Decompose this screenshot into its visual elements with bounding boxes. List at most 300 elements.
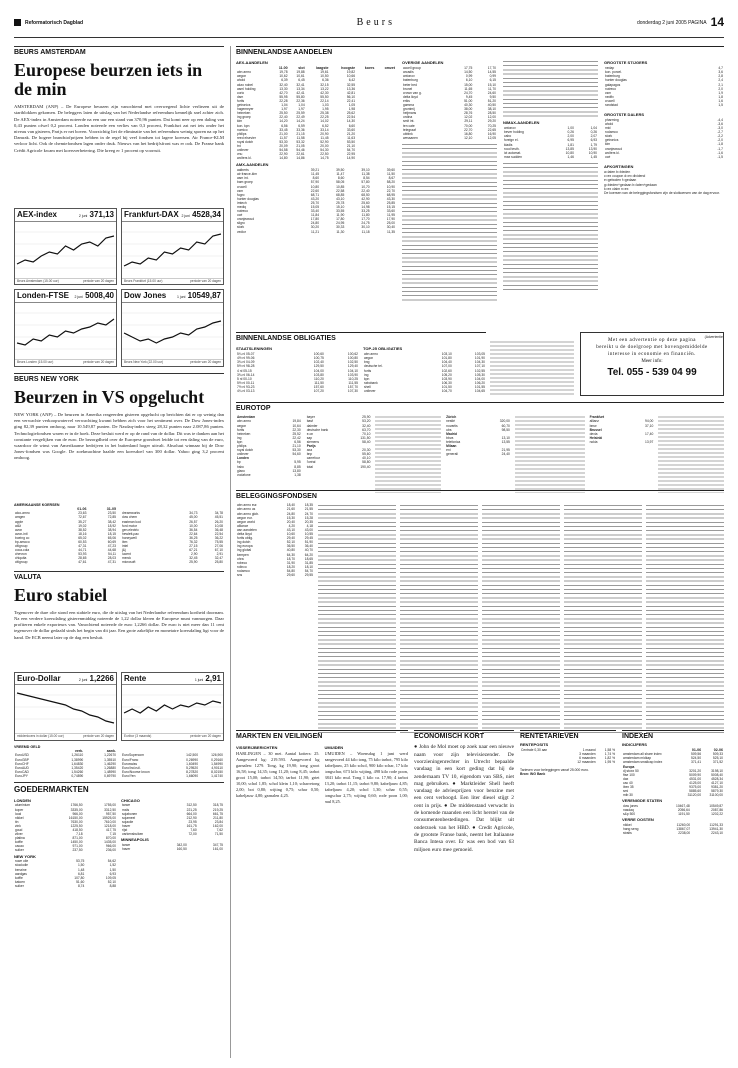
table-row: j&j 67,21 67,10	[122, 548, 223, 553]
ad-line: Meer info:	[641, 359, 663, 364]
table-row: kpn 103,90 104,00	[364, 376, 485, 381]
kicker-goedermarkten: GOEDERMARKTEN	[14, 782, 224, 795]
table-row: gen.electric 36,54 36,48	[122, 527, 223, 532]
table-row: lood 966,00 957,50	[15, 811, 116, 816]
table-row: EuroCAD 1,54260 1,48990	[15, 769, 116, 774]
table-row: amgen 72,67 72,85	[15, 515, 116, 520]
fine-print-block	[400, 503, 478, 735]
afkorting-item: a=laten b=bieden	[604, 169, 631, 174]
table-row: akzo nobel 32,40 32,41 32,15 32,55	[237, 82, 356, 87]
indexen-table: 01-06 02-06 amsterdam all share index 509,56 509,33 amsterdam midkap 524,50 525,10 amsterdam smallcap index 371,41 371,52 Europa dj stoxx 50 3201,20 3198,10 ftse 100 5009,90 5008,40 dax 4531,00 4528,34 cac 40 4125,00 4127,10 ibex 35 9375,00 9381,20 smi 5885,60 5879,30 mib 30 31120,00 31100,00	[623, 748, 723, 798]
table-row: getronics -2,0	[605, 138, 723, 143]
table-row: bp 5,95	[237, 460, 301, 465]
table-row: klm 14,20 14,24 14,02 14,30	[237, 119, 356, 124]
indexen-table-oosten	[622, 823, 724, 835]
table-row: imtech 25,70 25,78 25,60 25,85	[237, 200, 395, 205]
chart-value: 371,13	[89, 210, 114, 220]
table-row: l'oréal 58,80	[306, 460, 371, 465]
table-row: dexia 17,40	[589, 431, 654, 436]
table-row: ten cate 70,00 70,25	[403, 123, 496, 128]
section-header: INDEXEN	[622, 730, 724, 741]
table-row: ubbink 16,80 16,90	[403, 131, 496, 136]
table-row: koffie 107,80 109,05	[15, 875, 116, 880]
table-row: pharming -4,4	[605, 117, 723, 122]
table-row: Parijs	[306, 444, 316, 449]
table-row: delta lloyd 10,60 10,55	[237, 532, 313, 537]
table-row: dow chem 45,00 45,51	[122, 515, 223, 520]
table-row: antonov 0,99 0,99	[403, 74, 496, 79]
table-row: royal dutch 53,30	[237, 448, 301, 453]
us-stocks-table-2	[121, 507, 224, 564]
table-row: telegraaf 22,70 22,65	[403, 127, 496, 132]
afkorting-item: De koersen van de beleggingsfondsen zijn de slotkoersen van de dag ervoor.	[604, 191, 720, 196]
table-row: EuroJPY 0,74890 0,69790	[15, 773, 116, 778]
table-row: max sudden 1,46 1,45	[504, 154, 597, 159]
table-row: maïs 221,25 219,25	[122, 807, 223, 812]
table-row: abn amro 103,10 103,05	[364, 352, 485, 357]
table-row: unilever 54,60	[237, 452, 301, 457]
table-row: dreamworks 34,73 34,78	[122, 511, 223, 516]
table-row: EuroSupercom 142,500 126,900	[122, 753, 223, 758]
table-row: 3¾ nl 06-14 103,80 103,90	[237, 372, 358, 377]
table-row: oranjewoud 17,80 17,80 17,70 17,90	[237, 217, 395, 222]
table-row: galapagos 2,1	[605, 82, 723, 87]
table-row: nedfix 1,8	[605, 94, 723, 99]
fine-print-block	[503, 161, 598, 291]
chart-title: Euro-Dollar	[17, 673, 61, 683]
table-row: abn amro 19,78 19,88 19,61 19,82	[237, 70, 356, 75]
table-row: wolters kl. 14,80 14,86 14,75 14,90	[237, 156, 356, 161]
table-row: 4 nl 05-15 104,00 104,10	[237, 368, 358, 373]
table-row: ing europa 36,50 36,40	[237, 544, 313, 549]
table-row: fortis oblig. 29,40 29,45	[237, 536, 313, 541]
table-row: deutsche tel. 107,00 107,10	[364, 364, 485, 369]
section-header: BINNENLANDSE AANDELEN	[236, 46, 724, 57]
table-row: nutreco 2,0	[605, 86, 723, 91]
chart-title: Frankfurt-DAX	[124, 210, 179, 220]
article-umuiden: UMUIDEN – Woensdag 1 juni werd aangevoerd 44 kilo tong, 75 kilo tarbot, 795 kilo kabeljauw, 25 kilo schol, 900 kilo schar, 17 kilo tongschar, 673 kilo wijting, 498 kilo rode poon, 3841 kilo mul. Tong 1 kilo ca. 17,90; 4 tarbot 13,20; tarbot 11,15; tarbot 9,80; kabeljauw 4,85; kabeljauw 4,20; schol 1,30; schar 0,55; tongschar 2,75; wijting 0,60; rode poon 1,00; mul 8,25.	[324, 751, 408, 805]
table-row: accell group 17,75 17,70	[403, 66, 496, 71]
table-row: ibm 76,32 75,55	[122, 539, 223, 544]
table-row: zink 1225,50 1218,00	[15, 823, 116, 828]
vreemd-geld-table: verk. aank. EuroUSD 1,26110 1,22670 EuroGBP 1,38990 1,35510 EuroCHF 1,64830 1,46290 EuroAUD 1,35420 1,26880 EuroCAD 1,54260 1,48990 EuroJPY 0,74890 0,69790	[15, 749, 116, 778]
table-row: platina 871,00 870,00	[15, 836, 116, 841]
table-row: kpn 6,56	[237, 439, 301, 444]
table-row: aegon eur. 15,30 15,28	[237, 515, 313, 520]
table-row: amsterdam smallcap index 371,41 371,52	[623, 760, 723, 765]
table-row: alco-amro 23,63 23,50	[15, 511, 116, 516]
chart-euro-dollar: Euro-Dollar 2 juni 1,2266 middenkoers in dollar (15.00 uur) periode van 20 dagen	[14, 672, 117, 741]
fine-print-block	[375, 415, 441, 493]
table-row: hsbc 8,85	[237, 464, 301, 469]
table-row: smit int. 29,11 29,20	[403, 119, 496, 124]
section-title: Beurs	[356, 16, 395, 28]
headline-beurs-newyork: Beurzen in VS opgelucht	[14, 387, 205, 408]
fine-print-block	[515, 415, 585, 493]
rente-note: Tarieven voor beleggingen vanaf 25.000 euro.	[520, 767, 589, 772]
table-row: hunter douglas 43,20 43,10 42,90 43,30	[237, 196, 395, 201]
table-row: chevron 53,93 54,11	[15, 552, 116, 557]
table-row: cac 40 4125,00 4127,10	[623, 780, 723, 785]
table-row: chiquita 28,65 28,03	[15, 556, 116, 561]
table-header: VREEMD GELD	[14, 745, 41, 750]
table-row: bayer 25,90	[306, 415, 371, 420]
chart-dax: Frankfurt-DAX 2 juni 4528,34 Beurs Frankfurt (15.00 uur) periode van 20 dagen	[121, 208, 224, 285]
article-economisch-kort: ● John de Mol moet op zoek naar een nieuwe naam voor zijn televisiezender. De voorzieningenrechter in Utrecht bepaalde vandaag in een kort geding dat hij de zendernaam TV 10, eigendom van SBS, niet mag gebruiken. ● Marktleider Shell heeft vandaag de adviesprijzen voor benzine met een cent verhoogd. Een liter diesel stijgt 2 cent in prijs. ● De middenstand verwacht in de komende maanden een licht herstel van de consumentenbestedingen. Dat blijkt uit onderzoek van het HBD. ● Credit Agricole, de grootste Franse bank, neemt het Italiaanse Banca Intesa over. Er was een bod van 63 miljoen euro mee gemoeid.	[414, 744, 514, 853]
table-row: citigroup 47,61 47,31	[15, 560, 116, 565]
table-row: ibex 35 9375,00 9381,20	[623, 785, 723, 790]
table-row: tarwe 312,50 318,75	[122, 803, 223, 808]
table-row: novartis 60,70	[446, 423, 510, 428]
table-row: kempen 64,30 64,20	[237, 552, 313, 557]
table-row: reed elsevier 11,57 11,58 11,45 11,63	[237, 135, 356, 140]
staatsleningen-table	[236, 352, 359, 393]
table-row: aalberts 39,21 39,50 39,10 39,60	[237, 168, 395, 173]
table-row: crucell 10,80 10,85 10,70 10,90	[237, 184, 395, 189]
eurotop-table-b	[306, 415, 372, 468]
chart-title: Rente	[124, 673, 147, 683]
table-row: aardgas 6,81 6,93	[15, 871, 116, 876]
table-row: axa 20,30	[306, 448, 371, 453]
table-row: citigroup 47,31 47,23	[15, 544, 116, 549]
table-row: basf 53,20	[306, 419, 371, 424]
table-row: ford motor 10,00 10,08	[122, 523, 223, 528]
kicker-beurs-amsterdam: BEURS AMSTERDAM	[14, 46, 224, 57]
table-row: océ -1,5	[605, 154, 723, 159]
table-row: beter bed 15,00 15,10	[403, 82, 496, 87]
table-row: ing global 40,80 40,70	[237, 548, 313, 553]
table-row: mib 30 31120,00 31100,00	[623, 793, 723, 798]
index-charts	[14, 208, 224, 366]
table-row: sojaolie 23,95 23,84	[122, 819, 223, 824]
table-row: suiker 237,50 236,00	[15, 848, 116, 853]
economisch-kort	[414, 730, 514, 1044]
table-row: aluminium 1766,50 1755,00	[15, 803, 116, 808]
table-row: stork -2,2	[605, 134, 723, 139]
table-row: deutsche bank 63,70	[306, 427, 371, 432]
table-row: EuroAUD 1,35420 1,26880	[15, 765, 116, 770]
table-row: philips 21,10	[237, 444, 301, 449]
table-row: nasdaq 2056,64 2087,86	[623, 808, 723, 813]
table-row: coca-cola 44,71 44,68	[15, 548, 116, 553]
table-row: aegon 101,80 101,90	[364, 356, 485, 361]
table-row: aegon 10,62 10,61 10,50 10,66	[237, 74, 356, 79]
table-row: gamma 40,30 40,50	[403, 103, 496, 108]
table-row: ftse 100 5009,90 5008,40	[623, 772, 723, 777]
us-stocks-table: 01-06 31-05 alco-amro 23,63 23,50 amgen 72,67 72,85 apple 35,27 38,42 at&t 19,02 18,92 avon 38,52 38,94 avon-intl 18,16 18,15 boeing co 65,02 65,06 bp-amoco 60,53 60,69 citigroup 47,31 47,23 coca-cola 44,71 44,68 chevron 53,93 54,11 chiquita 28,65 28,03 citigroup 47,61 47,31	[15, 507, 116, 565]
table-row: zilver 7,18 7,15	[15, 832, 116, 837]
table-row: rijst 7,60 7,62	[122, 827, 223, 832]
table-row: rabobank 106,30 106,20	[364, 380, 485, 385]
table-row: cacao 971,00 966,00	[15, 844, 116, 849]
table-row: honeywell 36,25 36,22	[122, 535, 223, 540]
table-row: cabo 2,00 2,07	[504, 134, 597, 139]
chart-title: Dow Jones	[124, 291, 167, 301]
table-row: wolters kl. -1,6	[605, 150, 723, 155]
indexen-table-vs	[622, 804, 724, 816]
table-row: suiker 8,74 8,88	[15, 883, 116, 888]
fondsen-table	[236, 503, 314, 577]
table-row: klm -1,8	[605, 142, 723, 147]
table-row: batenburg 2,8	[605, 74, 723, 79]
table-row: carrefour 40,10	[306, 456, 371, 461]
nimax-aandelen-table	[503, 126, 598, 159]
table-row: alliance 4,20 4,18	[237, 523, 313, 528]
table-row: nikkei 11260,00 11291,33	[623, 823, 723, 828]
table-row: stork 30,20 30,33 30,10 30,40	[237, 225, 395, 230]
table-row: EuroCHF 1,64830 1,46290	[15, 761, 116, 766]
currency-charts	[14, 672, 224, 741]
table-row: s&p 500 1191,50 1202,22	[623, 812, 723, 817]
table-row: ruwe olie 53,75 54,62	[15, 859, 116, 864]
table-row: ing 22,42	[237, 435, 301, 440]
table-row: koffie 1450,00 1435,00	[15, 840, 116, 845]
table-row: eastman kod 26,57 26,20	[122, 519, 223, 524]
chart-value: 5008,40	[85, 291, 114, 301]
vreemd-geld-table-2	[121, 749, 224, 778]
table-row: 12 maanden 1,95 %	[577, 760, 615, 765]
chart-dowjones: Dow Jones 1 juni 10549,87 Beurs New York (22.00 uur) periode van 20 dagen	[121, 289, 224, 366]
table-row: tin 7630,00 7610,00	[15, 819, 116, 824]
table-row: straits 2238,00 2243,10	[623, 831, 723, 836]
eurotop	[236, 402, 724, 493]
table-row: Amsterdam	[237, 415, 256, 420]
section-header: MARKTEN EN VEILINGEN	[236, 730, 408, 741]
table-row: abn amro 19,84	[237, 419, 301, 424]
eurotop-table-a	[236, 415, 302, 476]
advertentie-label: (Advertentie)	[704, 335, 724, 340]
table-row: dj stoxx 50 3201,20 3198,10	[623, 768, 723, 773]
kicker-valuta: VALUTA	[14, 571, 224, 582]
chart-rente: Rente 1 juni 2,91 Euribor (3 maands) periode van 20 dagen	[121, 672, 224, 741]
table-row: bnp 55,60	[306, 452, 371, 457]
table-row: asml holding 13,30 13,34 13,22 13,36	[237, 86, 356, 91]
table-row: apple 35,27 38,42	[15, 519, 116, 524]
table-row: Zürich	[446, 415, 457, 420]
chart-line	[122, 222, 223, 276]
overige-aandelen-table	[402, 66, 497, 140]
table-row: sns 29,60 29,55	[237, 572, 313, 577]
table-row: abn amro eur. 18,40 18,35	[237, 503, 313, 508]
table-row: corio 42,70 42,41 42,30 42,81	[237, 90, 356, 95]
table-row: bmw 37,10	[589, 423, 654, 428]
table-row: ing 105,20 105,30	[364, 372, 485, 377]
table-row: fortis 22,28 22,36 22,14 22,41	[237, 98, 356, 103]
table-row: avon-intl 18,16 18,15	[15, 531, 116, 536]
fine-print-block	[318, 503, 396, 735]
table-row: ing groep 22,40 22,49 22,25 22,54	[237, 115, 356, 120]
chart-line	[15, 222, 116, 276]
amx-aandelen-table	[236, 168, 396, 234]
section-header: EUROTOP	[236, 402, 724, 413]
table-row: benzine 1,48 1,50	[15, 867, 116, 872]
table-row: Londen	[237, 456, 249, 461]
table-row: océ 11,84 11,90 11,80 11,95	[237, 213, 395, 218]
binnenlandse-aandelen: BINNENLANDSE AANDELEN AEX-AANDELEN 11.00 slot laagste hoogste koers omzet abn amro 19,78 19,88 19,61 19,82 aegon 10,62 10,61 10,50 10,66 ahold 6,39 6,45 6,36 6,42 akzo nobel 32,40 32,41 32,15 32,55 asml holding 13,30 13,34 13,22 13,36 corio 42,70 42,41 42,30 42,81 dsm 55,95 55,80 55,50 56,10 fortis 22,28 22,36 22,14 22,41 getronics 1,04 1,04 1,03 1,05 hagemeyer 1,97 1,97 1,95 1,98 heineken 25,50 25,59 25,38 25,62 ing groep 22,40 22,49 22,25 22,54 klm 14,20 14,24 14,02 14,30 kon. kpn 6,56 6,59 6,52 6,60 numico 33,45 33,36 33,14 33,60 philips 21,00 21,15 20,90 21,20 reed elsevier 11,57 11,58 11,45 11,63 royal dutch 53,30 53,32 52,90 53,50 tnt 20,09 21,05 20,00 21,10 unilever 54,58 54,46 54,30 54,70 vnu 22,90 22,61 22,50 22,95 wolters kl. 14,80 14,86 14,75 14,90 AMX-AANDELEN aalberts 39,21 39,50 39,10 39,60 air france-klm 11,45 11,47 11,38 11,50 asm int. 8,60 8,60 8,54 8,67 bam groep 57,90 58,05 57,80 58,20 crucell 10,80 10,85 10,70 10,90 csm 22,60 22,58 22,40 22,70 fugro 68,71 68,85 68,50 68,95 hunter douglas 43,20 43,10 42,90 43,30 imtech 25,70 25,78 25,60 25,85 mediq 15,05 15,10 14,98 15,15 nutreco 33,40 33,55 33,25 33,60 océ 11,84 11,90 11,80 11,95 oranjewoud 17,80 17,80 17,70 17,90 sligro 24,80 24,95 24,75 25,00 stork 30,20 30,33 30,10 30,40 vedior 11,21 11,30 11,18 11,35 OVERIGE AANDELEN accell group 17,75 17,70 arcadis 14,50 14,55 antonov 0,99 0,99 batenburg 6,10 6,15 beter bed 15,00 15,10 brunel 11,65 11,70 crown van g. 24,70 24,60 delta lloyd 9,45 9,50 eriks 51,00 51,20 gamma 40,30 40,50 grontmij 38,00 38,10 heijmans 28,76 28,50 ordina 12,02 12,00 smit int. 29,11 29,20 ten cate 70,00 70,25 telegraaf 22,70 22,65 ubbink 16,80 16,90 wessanen 12,10 12,05 NIMAX-AANDELEN antonov 1,00 1,04 bever holding 0,26 0,26 cabo 2,00 2,07 foreign el. 6,95 6,93 kiadis 1,81 1,79 rood testh. 13,85 13,90 ict automat. 10,80 10,90 max sudden 1,46 1,45 GROOTSTE STIJGERS nedap 4,7 kon. porcel. 3,6 batenburg 2,8 hunter douglas 2,4 galapagos 2,1 nutreco 2,0 csm 1,9 nedfix 1,8 crucell 1,6 randstad 1,5 GROOTSTE DALERS pharming -4,4 ahold -3,6 mtd -3,0 rodamco -2,7 stork -2,2 getronics -2,0 klm -1,8 oranjewoud -1,7 wolters kl. -1,6 océ -1,5 AFKORTINGEN a=laten b=bieden c=ex coupon d=ex dividend e=geboden f=gedaan g=bieden+gedaan h=laten+gedaan k=ex claim n=ex De koersen van de beleggingsfondsen zijn de slotkoersen van de dag ervoor. (Advertentie)	[236, 46, 724, 340]
issue-date: donderdag 2 juni 2005 PAGINA	[636, 19, 707, 26]
advertisement-box	[580, 332, 724, 396]
column-divider	[230, 46, 231, 1058]
table-row: vnu 22,90 22,61 22,50 22,95	[237, 152, 356, 157]
table-row: Brussel	[589, 427, 602, 432]
top25-obligaties-table	[363, 352, 486, 393]
table-row: hang seng 13867,07 13941,30	[623, 827, 723, 832]
table-row: unilever 104,70 104,65	[364, 389, 485, 394]
table-row: dow jones 10467,48 10549,87	[623, 804, 723, 809]
table-row: ict automat. 10,80 10,90	[504, 150, 597, 155]
table-row: vedior 11,21 11,30 11,18 11,35	[237, 229, 395, 234]
section-header: RENTETARIEVEN	[520, 730, 616, 741]
table-row: hewlett-pac 22,64 22,54	[122, 531, 223, 536]
paper-logo-icon	[14, 19, 21, 26]
amerikaanse-koersen	[14, 503, 224, 565]
section-header: BELEGGINGSFONDSEN	[236, 490, 724, 501]
table-row: rodamco -2,7	[605, 130, 723, 135]
beleggingsfondsen	[236, 490, 724, 735]
table-row: goud 418,50 417,75	[15, 827, 116, 832]
table-row: 5½ nl 00-11 111,50 111,55	[237, 380, 358, 385]
table-row: siemens 58,40	[306, 439, 371, 444]
table-row: dsm 55,95 55,80 55,50 56,10	[237, 94, 356, 99]
table-row: heijmans 28,76 28,50	[403, 111, 496, 116]
table-row: 5 nl 00-10 110,20 110,25	[237, 376, 358, 381]
table-row: oranjewoud -1,7	[605, 146, 723, 151]
binnenlandse-obligaties: BINNENLANDSE OBLIGATIES STAATSLENINGEN 5¼ nl 05-07 100,60 100,62 4½ nl 99-06 100,75 100,80 3¾ nl 04-09 102,40 102,50 5½ nl 98-28 129,50 129,40 4 nl 05-15 104,00 104,10 3¾ nl 06-14 103,80 103,90 5 nl 00-10 110,20 110,25 5½ nl 00-11 111,50 111,55 7½ nl 93-23 157,60 157,70 4¼ nl 03-13 107,20 107,30 TOP-25 OBLIGATIES abn amro 103,10 103,05 aegon 101,80 101,90 bng 104,40 104,30 deutsche tel. 107,00 107,10 fortis 102,60 102,55 ing 105,20 105,30 kpn 103,90 104,00 rabobank 106,30 106,20 shell 101,50 101,55 unilever 104,70 104,65	[236, 332, 486, 407]
table-row: glaxo 13,80	[237, 468, 301, 473]
ad-line: Met een advertentie op deze pagina	[608, 338, 696, 343]
table-row: heineken 25,52	[237, 431, 301, 436]
table-row: eni 21,95	[446, 448, 510, 453]
table-row: abn amro glob. 24,80 24,70	[237, 511, 313, 516]
table-row: hunter douglas 2,4	[605, 78, 723, 83]
table-row: EuroUSD 1,26110 1,22670	[15, 753, 116, 758]
fine-print-block	[658, 415, 724, 493]
chart-value: 1,2266	[89, 673, 114, 683]
table-row: grontmij 38,00 38,10	[403, 107, 496, 112]
table-row: asm int. 8,60 8,60 8,54 8,67	[237, 176, 395, 181]
table-row: Euro/Yen 1,66090 1,41740	[122, 773, 223, 778]
table-row: Europa	[623, 764, 635, 769]
table-row: royal dutch 53,30 53,32 52,90 53,50	[237, 139, 356, 144]
table-row: aegon world 20,40 20,35	[237, 519, 313, 524]
table-row: ahold -3,6	[605, 122, 723, 127]
article-valuta: Tegenover de dure olie stond een stabiele euro, die de uitslag van het Nederlandse referendum kortheid doornam. Na een verdere koersdaling gisterenmiddag noteerde de 1,22 dollar kleren de Europese munt vanmorgen. Daar profiteren enkele exporteurs van. Vanochtend noteerde de euro 1,2266 dollar. De euro is niet meer dan 11 cent tegenover de dollar gedaald sinds het begin van dit jaar. Een grote zakelijke en monetaire koersdaling ligt voor de hand. De ECB neemt later op de dag een besluit.	[14, 609, 224, 640]
table-row: delta lloyd 9,45 9,50	[403, 94, 496, 99]
table-row: lucent 2,90 2,91	[122, 552, 223, 557]
table-row: nedap 4,7	[605, 66, 723, 71]
table-row: nokia 13,97	[589, 439, 654, 444]
table-row: rodamco 54,80 54,70	[237, 568, 313, 573]
table-row: hagemeyer 1,97 1,97 1,95 1,98	[237, 107, 356, 112]
table-row: ing dutch 52,10 51,90	[237, 540, 313, 545]
kicker-beurs-newyork: BEURS NEW YORK	[14, 373, 224, 384]
table-row: at&t 19,02 18,92	[15, 523, 116, 528]
table-row: Madrid	[446, 431, 457, 436]
table-row: randstad 1,5	[605, 103, 723, 108]
table-row: microsoft 25,90 25,80	[122, 560, 223, 565]
table-row: boeing co 65,02 65,06	[15, 535, 116, 540]
article-beurs-newyork: NEW YORK (ANP) – De beurzen in Amerika reageerden gisteren opgelucht op berichten dat er op weinig dan een verwachte verkoopwatervel verwachting kwamt hebben zich voor het sentiment over. De Dow Jones-index ging 82,39 punten omhoog, naar 10.549,87 punten. De Nasdaq-index steeg 28,32 punten naar 2.087,86 punten. Technologiefondsen waren er in de hoek. Deze besluit werd er op de rand van de dollar. Dit was te danken aan het constante vergelijken van de euro. De bezorgdheid over de Europese grondwet leidde tot een daling van de euro, waardoor de winst van Amerikaanse bedrijven in het buitenland hoger uitvalt. Absoluut winnaar bij de Dow Jones-fondsen was Google. De zoekmachine haalde een koersdoel van 300 dollar. Yahoo ging 3,2 procent omhoog.	[14, 411, 224, 461]
fine-print-block	[503, 59, 598, 119]
ad-line: bereikt u de doelgroep met bovengemiddelde	[596, 345, 708, 350]
table-row: sligro 24,80 24,95 24,75 25,00	[237, 221, 395, 226]
goederen-table-minneapolis	[121, 843, 224, 851]
table-row: merck 32,45 32,47	[122, 556, 223, 561]
chart-ftse: Londen-FTSE 2 juni 5008,40 Beurs Londen (15.00 uur) periode van 20 dagen	[14, 289, 117, 366]
table-row: nutreco 33,40 33,55 33,25 33,60	[237, 209, 395, 214]
table-row: amsterdam all share index 509,56 509,33	[623, 752, 723, 757]
eurotop-table-c	[445, 415, 511, 456]
table-row: eriks 51,00 51,20	[403, 98, 496, 103]
fine-print-block	[490, 340, 574, 396]
table-header: AMERIKAANSE KOERSEN	[14, 502, 60, 507]
table-row: stookolie 1,50 1,52	[15, 863, 116, 868]
table-row: robeco 31,90 31,85	[237, 560, 313, 565]
table-row: aegon 10,64	[237, 423, 301, 428]
table-row: asn aandelen 43,10 43,00	[237, 527, 313, 532]
afkorting-item: g=bieden+gedaan h=laten+gedaan	[604, 182, 657, 187]
table-row: ordina 12,02 12,00	[403, 115, 496, 120]
table-row: 6 maanden 1,82 %	[579, 756, 615, 761]
table-row: kiadis 1,81 1,79	[504, 142, 597, 147]
table-row: shell 101,50 101,55	[364, 384, 485, 389]
rente-table	[520, 748, 616, 764]
table-row: Euroswiss 1,60490 1,54990	[122, 761, 223, 766]
table-row: kon. kpn 6,56 6,59 6,52 6,60	[237, 123, 356, 128]
table-row: 7½ nl 93-23 157,60 157,70	[237, 384, 358, 389]
stijgers-table	[604, 66, 724, 107]
table-row: foreign el. 6,95 6,93	[504, 138, 597, 143]
left-column	[14, 46, 224, 888]
goederen-table-chicago	[121, 803, 224, 836]
fine-print-block	[564, 503, 642, 735]
table-row: crucell 1,6	[605, 98, 723, 103]
chart-value: 10549,87	[187, 291, 221, 301]
page-number: 14	[710, 15, 724, 30]
goederen-table-londen	[14, 803, 117, 852]
table-row: unilever 54,58 54,46 54,30 54,70	[237, 148, 356, 153]
table-row: fortis 22,30	[237, 427, 301, 432]
table-row: e.on 70,10	[306, 431, 371, 436]
table-row: varkensbuiken 72,00 71,50	[122, 832, 223, 837]
table-row: ubs 98,50	[446, 427, 510, 432]
table-row: haver 161,75 162,00	[122, 823, 223, 828]
aex-aandelen-table: 11.00 slot laagste hoogste koers omzet abn amro 19,78 19,88 19,61 19,82 aegon 10,62 10,61 10,50 10,66 ahold 6,39 6,45 6,36 6,42 akzo nobel 32,40 32,41 32,15 32,55 asml holding 13,30 13,34 13,22 13,36 corio 42,70 42,41 42,30 42,81 dsm 55,95 55,80 55,50 56,10 fortis 22,28 22,36 22,14 22,41 getronics 1,04 1,04 1,03 1,05 hagemeyer 1,97 1,97 1,95 1,98 heineken 25,50 25,59 25,38 25,62 ing groep 22,40 22,49 22,25 22,54 klm 14,20 14,24 14,02 14,30 kon. kpn 6,56 6,59 6,52 6,60 numico 33,45 33,36 33,14 33,60 philips 21,00 21,15 20,90 21,20 reed elsevier 11,57 11,58 11,45 11,63 royal dutch 53,30 53,32 52,90 53,50 tnt 20,09 21,05 20,00 21,10 unilever 54,58 54,46 54,30 54,70 vnu 22,90 22,61 22,50 22,95 wolters kl. 14,80 14,86 14,75 14,90	[237, 66, 395, 161]
ad-phone: Tel. 055 - 539 04 99	[607, 367, 697, 378]
table-row: tnt 20,09 21,05 20,00 21,10	[237, 143, 356, 148]
table-row: tarwe 342,00 347,75	[122, 842, 223, 847]
chart-line	[15, 303, 116, 357]
table-row: 5½ nl 98-28 129,50 129,40	[237, 364, 358, 369]
fine-print-block	[646, 503, 724, 735]
table-row: bng 104,40 104,30	[364, 360, 485, 365]
table-row: sap 131,50	[306, 435, 371, 440]
table-row: 3¾ nl 04-09 102,40 102,50	[237, 360, 358, 365]
table-row: sojameel 212,90 211,80	[122, 815, 223, 820]
table-row: numico 33,45 33,36 33,14 33,60	[237, 127, 356, 132]
chart-value: 2,91	[205, 673, 221, 683]
rente-source: Bron: ING Bank	[520, 771, 546, 776]
goederen-table-newyork	[14, 859, 117, 888]
table-row: Centrale 0,30 aan 1 maand 1,58 %	[521, 748, 615, 753]
table-row: heineken 25,50 25,59 25,38 25,62	[237, 111, 356, 116]
table-row: 4¼ nl 03-13 107,20 107,30	[237, 389, 358, 394]
table-row: katoen 51,60 52,10	[15, 879, 116, 884]
table-row: vodafone 1,38	[237, 472, 301, 477]
table-row: Euro/Franc 0,26990 0,29160	[122, 757, 223, 762]
fine-print-block	[482, 503, 560, 735]
afkorting-item: c=ex coupon d=ex dividend	[604, 173, 646, 178]
